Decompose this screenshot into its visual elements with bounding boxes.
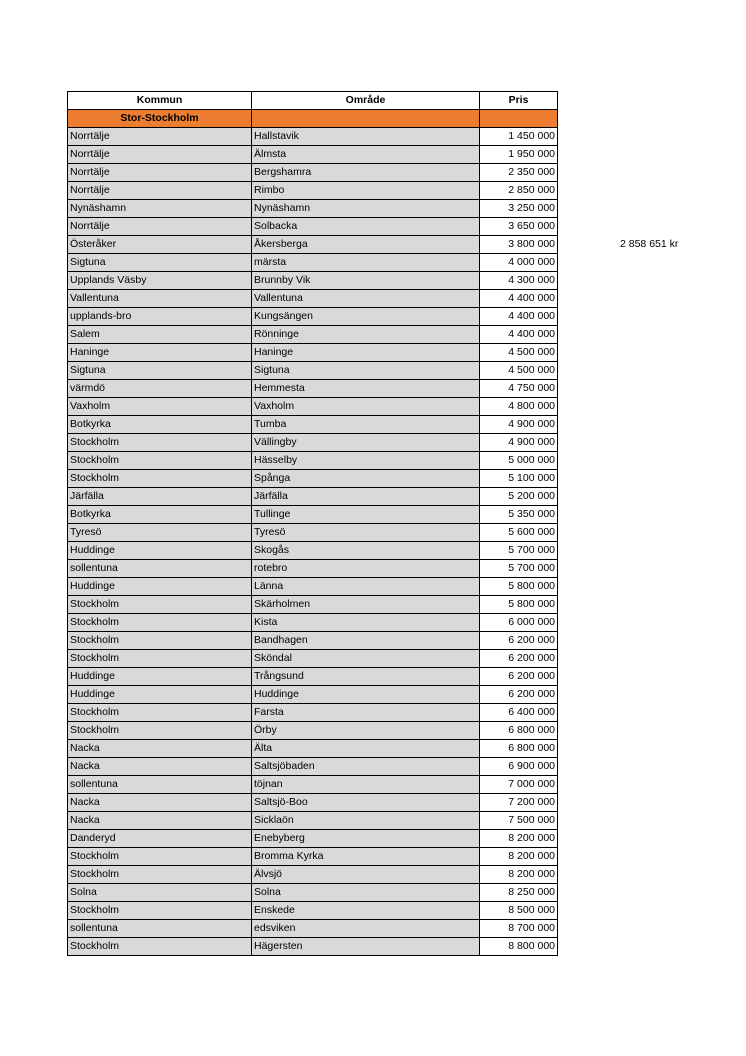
table-row bbox=[68, 254, 558, 272]
omrade-cell: Spånga bbox=[252, 470, 480, 488]
pris-cell: 6 400 000 bbox=[480, 704, 558, 722]
table-row bbox=[68, 200, 558, 218]
kommun-cell: Stockholm bbox=[68, 434, 252, 452]
omrade-cell: Örby bbox=[252, 722, 480, 740]
price-table bbox=[67, 91, 558, 956]
kommun-cell: Sigtuna bbox=[68, 254, 252, 272]
kommun-cell: Stockholm bbox=[68, 452, 252, 470]
kommun-cell: Stockholm bbox=[68, 866, 252, 884]
pris-cell: 5 200 000 bbox=[480, 488, 558, 506]
omrade-cell: Älmsta bbox=[252, 146, 480, 164]
omrade-cell: Vällingby bbox=[252, 434, 480, 452]
pris-cell: 6 200 000 bbox=[480, 632, 558, 650]
pris-cell: 6 200 000 bbox=[480, 668, 558, 686]
omrade-cell: Huddinge bbox=[252, 686, 480, 704]
pris-cell: 3 650 000 bbox=[480, 218, 558, 236]
omrade-cell: Hägersten bbox=[252, 938, 480, 956]
kommun-cell: Vaxholm bbox=[68, 398, 252, 416]
omrade-cell: Länna bbox=[252, 578, 480, 596]
omrade-cell: Bromma Kyrka bbox=[252, 848, 480, 866]
table-row bbox=[68, 758, 558, 776]
omrade-cell: Vaxholm bbox=[252, 398, 480, 416]
pris-cell: 5 700 000 bbox=[480, 542, 558, 560]
pris-cell: 7 000 000 bbox=[480, 776, 558, 794]
pris-cell: 5 350 000 bbox=[480, 506, 558, 524]
pris-cell: 4 400 000 bbox=[480, 326, 558, 344]
kommun-cell: Järfälla bbox=[68, 488, 252, 506]
kommun-cell: Norrtälje bbox=[68, 128, 252, 146]
pris-cell: 5 800 000 bbox=[480, 596, 558, 614]
omrade-cell: Kista bbox=[252, 614, 480, 632]
kommun-cell: Nacka bbox=[68, 812, 252, 830]
omrade-cell: Åkersberga bbox=[252, 236, 480, 254]
kommun-cell: Norrtälje bbox=[68, 164, 252, 182]
pris-cell: 4 400 000 bbox=[480, 308, 558, 326]
table-row bbox=[68, 776, 558, 794]
table-row bbox=[68, 164, 558, 182]
kommun-cell: Stockholm bbox=[68, 596, 252, 614]
pris-cell: 1 450 000 bbox=[480, 128, 558, 146]
pris-cell: 7 500 000 bbox=[480, 812, 558, 830]
kommun-cell: sollentuna bbox=[68, 560, 252, 578]
table-row bbox=[68, 686, 558, 704]
pris-cell: 4 750 000 bbox=[480, 380, 558, 398]
table-row bbox=[68, 794, 558, 812]
omrade-cell: Tullinge bbox=[252, 506, 480, 524]
pris-cell: 5 000 000 bbox=[480, 452, 558, 470]
pris-cell: 4 500 000 bbox=[480, 362, 558, 380]
omrade-cell: Brunnby Vik bbox=[252, 272, 480, 290]
kommun-cell: Salem bbox=[68, 326, 252, 344]
kommun-cell: Haninge bbox=[68, 344, 252, 362]
table-row bbox=[68, 146, 558, 164]
kommun-cell: Stockholm bbox=[68, 614, 252, 632]
kommun-cell: upplands-bro bbox=[68, 308, 252, 326]
omrade-cell: Tyresö bbox=[252, 524, 480, 542]
omrade-cell: Skogås bbox=[252, 542, 480, 560]
kommun-cell: Upplands Väsby bbox=[68, 272, 252, 290]
pris-cell: 4 900 000 bbox=[480, 416, 558, 434]
pris-cell: 6 200 000 bbox=[480, 650, 558, 668]
table-body bbox=[68, 110, 558, 956]
omrade-cell: Sköndal bbox=[252, 650, 480, 668]
omrade-cell: Bandhagen bbox=[252, 632, 480, 650]
omrade-cell: Hässelby bbox=[252, 452, 480, 470]
pris-cell: 2 350 000 bbox=[480, 164, 558, 182]
table-row bbox=[68, 704, 558, 722]
table-row bbox=[68, 722, 558, 740]
pris-cell: 5 100 000 bbox=[480, 470, 558, 488]
omrade-cell: rotebro bbox=[252, 560, 480, 578]
table-row bbox=[68, 884, 558, 902]
table-row bbox=[68, 218, 558, 236]
pris-cell: 4 400 000 bbox=[480, 290, 558, 308]
table-row bbox=[68, 668, 558, 686]
kommun-cell: Huddinge bbox=[68, 578, 252, 596]
table-row bbox=[68, 344, 558, 362]
table-row bbox=[68, 830, 558, 848]
table-row bbox=[68, 740, 558, 758]
table-row bbox=[68, 650, 558, 668]
kommun-cell: Solna bbox=[68, 884, 252, 902]
table-row bbox=[68, 362, 558, 380]
kommun-cell: Nacka bbox=[68, 740, 252, 758]
table-row bbox=[68, 902, 558, 920]
kommun-cell: sollentuna bbox=[68, 920, 252, 938]
pris-cell: 5 700 000 bbox=[480, 560, 558, 578]
omrade-cell: Vallentuna bbox=[252, 290, 480, 308]
kommun-cell: Norrtälje bbox=[68, 182, 252, 200]
table-row bbox=[68, 236, 558, 254]
pris-cell: 7 200 000 bbox=[480, 794, 558, 812]
section-row bbox=[68, 110, 558, 128]
omrade-cell: töjnan bbox=[252, 776, 480, 794]
table-row bbox=[68, 272, 558, 290]
pris-cell: 4 500 000 bbox=[480, 344, 558, 362]
kommun-cell: Stockholm bbox=[68, 650, 252, 668]
kommun-cell: Huddinge bbox=[68, 686, 252, 704]
omrade-cell: Sigtuna bbox=[252, 362, 480, 380]
table-row bbox=[68, 128, 558, 146]
pris-cell: 6 900 000 bbox=[480, 758, 558, 776]
table-row bbox=[68, 920, 558, 938]
table-row bbox=[68, 182, 558, 200]
omrade-cell: Enebyberg bbox=[252, 830, 480, 848]
table-row bbox=[68, 416, 558, 434]
kommun-cell: Botkyrka bbox=[68, 416, 252, 434]
pris-cell: 3 250 000 bbox=[480, 200, 558, 218]
omrade-cell: Trångsund bbox=[252, 668, 480, 686]
kommun-cell: Stockholm bbox=[68, 704, 252, 722]
table-row bbox=[68, 614, 558, 632]
pris-cell: 6 200 000 bbox=[480, 686, 558, 704]
pris-cell: 6 000 000 bbox=[480, 614, 558, 632]
table-row bbox=[68, 290, 558, 308]
pris-cell: 2 850 000 bbox=[480, 182, 558, 200]
table-row bbox=[68, 542, 558, 560]
kommun-cell: Stockholm bbox=[68, 848, 252, 866]
kommun-cell: Stockholm bbox=[68, 722, 252, 740]
pris-cell: 8 500 000 bbox=[480, 902, 558, 920]
omrade-cell: Kungsängen bbox=[252, 308, 480, 326]
omrade-cell: Solbacka bbox=[252, 218, 480, 236]
kommun-cell: Vallentuna bbox=[68, 290, 252, 308]
pris-cell: 6 800 000 bbox=[480, 722, 558, 740]
omrade-cell: Sicklaön bbox=[252, 812, 480, 830]
table-row bbox=[68, 524, 558, 542]
omrade-cell: Rönninge bbox=[252, 326, 480, 344]
table-row bbox=[68, 866, 558, 884]
kommun-cell: Norrtälje bbox=[68, 146, 252, 164]
omrade-cell: Skärholmen bbox=[252, 596, 480, 614]
table-row bbox=[68, 596, 558, 614]
table-row bbox=[68, 488, 558, 506]
kommun-cell: Huddinge bbox=[68, 542, 252, 560]
kommun-cell: Norrtälje bbox=[68, 218, 252, 236]
table-row bbox=[68, 848, 558, 866]
kommun-cell: Stockholm bbox=[68, 470, 252, 488]
pris-cell: 3 800 000 bbox=[480, 236, 558, 254]
table-row bbox=[68, 506, 558, 524]
pris-cell: 8 200 000 bbox=[480, 830, 558, 848]
table-row bbox=[68, 380, 558, 398]
kommun-cell: Nacka bbox=[68, 794, 252, 812]
omrade-cell: Enskede bbox=[252, 902, 480, 920]
omrade-cell: Hallstavik bbox=[252, 128, 480, 146]
omrade-cell: Haninge bbox=[252, 344, 480, 362]
pris-cell: 8 700 000 bbox=[480, 920, 558, 938]
omrade-cell: Älta bbox=[252, 740, 480, 758]
pris-cell: 6 800 000 bbox=[480, 740, 558, 758]
omrade-cell: Solna bbox=[252, 884, 480, 902]
pris-cell: 8 200 000 bbox=[480, 848, 558, 866]
kommun-cell: sollentuna bbox=[68, 776, 252, 794]
kommun-cell: Stockholm bbox=[68, 902, 252, 920]
omrade-cell: Järfälla bbox=[252, 488, 480, 506]
header-kommun: Kommun bbox=[68, 92, 252, 110]
table-row bbox=[68, 326, 558, 344]
section-label: Stor-Stockholm bbox=[68, 110, 252, 128]
omrade-cell: Hemmesta bbox=[252, 380, 480, 398]
omrade-cell: Nynäshamn bbox=[252, 200, 480, 218]
header-omrade: Område bbox=[252, 92, 480, 110]
table-row bbox=[68, 398, 558, 416]
kommun-cell: Danderyd bbox=[68, 830, 252, 848]
kommun-cell: Tyresö bbox=[68, 524, 252, 542]
pris-cell: 5 600 000 bbox=[480, 524, 558, 542]
table-row bbox=[68, 938, 558, 956]
kommun-cell: Stockholm bbox=[68, 938, 252, 956]
table-row bbox=[68, 308, 558, 326]
table-row bbox=[68, 560, 558, 578]
kommun-cell: Stockholm bbox=[68, 632, 252, 650]
kommun-cell: Nynäshamn bbox=[68, 200, 252, 218]
kommun-cell: värmdö bbox=[68, 380, 252, 398]
pris-cell: 1 950 000 bbox=[480, 146, 558, 164]
kommun-cell: Österåker bbox=[68, 236, 252, 254]
table-row bbox=[68, 434, 558, 452]
omrade-cell: edsviken bbox=[252, 920, 480, 938]
omrade-cell: Saltsjö-Boo bbox=[252, 794, 480, 812]
pris-cell: 8 800 000 bbox=[480, 938, 558, 956]
pris-cell: 8 200 000 bbox=[480, 866, 558, 884]
kommun-cell: Sigtuna bbox=[68, 362, 252, 380]
table-row bbox=[68, 632, 558, 650]
header-row bbox=[68, 92, 558, 110]
kommun-cell: Huddinge bbox=[68, 668, 252, 686]
table-row bbox=[68, 470, 558, 488]
pris-cell: 4 800 000 bbox=[480, 398, 558, 416]
header-pris: Pris bbox=[480, 92, 558, 110]
section-empty-cell bbox=[480, 110, 558, 128]
table-row bbox=[68, 452, 558, 470]
omrade-cell: Rimbo bbox=[252, 182, 480, 200]
omrade-cell: Farsta bbox=[252, 704, 480, 722]
omrade-cell: Bergshamra bbox=[252, 164, 480, 182]
kommun-cell: Nacka bbox=[68, 758, 252, 776]
pris-cell: 5 800 000 bbox=[480, 578, 558, 596]
omrade-cell: Tumba bbox=[252, 416, 480, 434]
pris-cell: 4 000 000 bbox=[480, 254, 558, 272]
summary-value: 2 858 651 kr bbox=[620, 238, 679, 250]
table-row bbox=[68, 578, 558, 596]
kommun-cell: Botkyrka bbox=[68, 506, 252, 524]
section-empty-cell bbox=[252, 110, 480, 128]
omrade-cell: märsta bbox=[252, 254, 480, 272]
pris-cell: 4 300 000 bbox=[480, 272, 558, 290]
omrade-cell: Älvsjö bbox=[252, 866, 480, 884]
omrade-cell: Saltsjöbaden bbox=[252, 758, 480, 776]
table-row bbox=[68, 812, 558, 830]
pris-cell: 8 250 000 bbox=[480, 884, 558, 902]
pris-cell: 4 900 000 bbox=[480, 434, 558, 452]
